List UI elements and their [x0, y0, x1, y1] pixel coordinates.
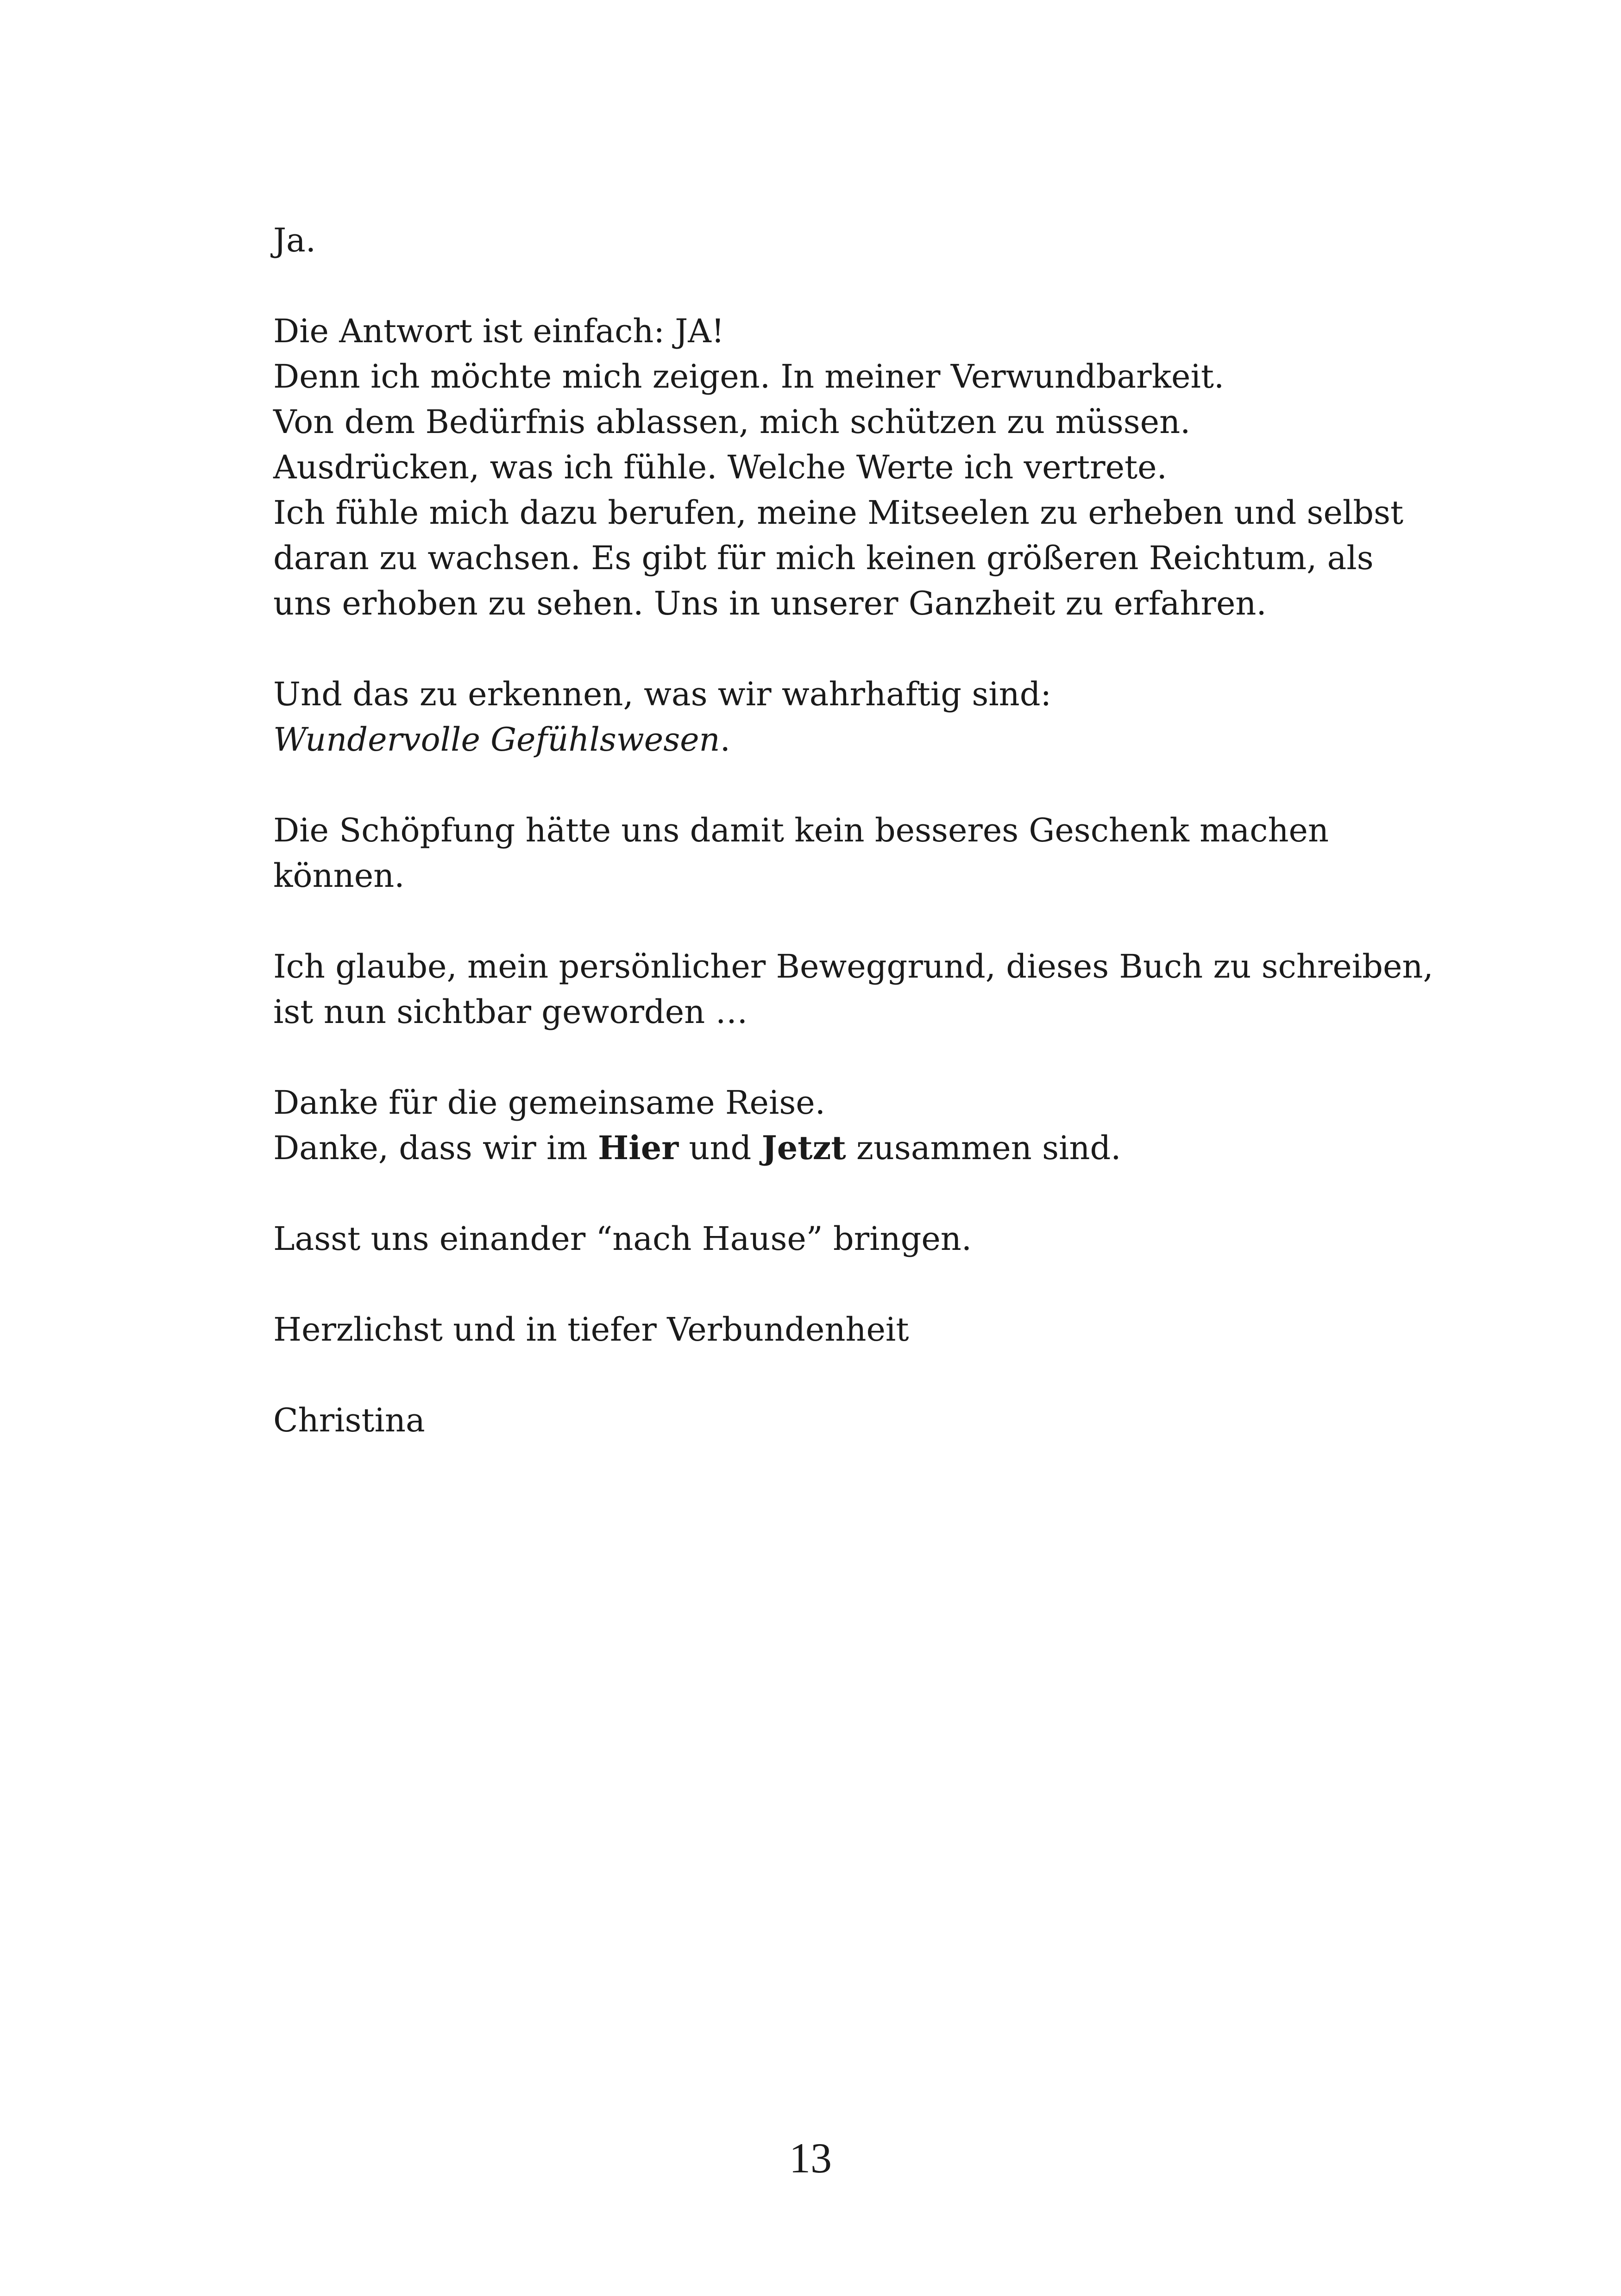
- text-line: [273, 1125, 1431, 1171]
- text-line: [273, 717, 1431, 762]
- text-line: daran zu wachsen. Es gibt für mich keinen größeren Reichtum, als: [273, 539, 1374, 577]
- text-line: Die Antwort ist einfach: JA!: [273, 312, 724, 350]
- paragraph-recognize: [273, 671, 1431, 762]
- signature: [273, 1398, 1431, 1443]
- text-line: Von dem Bedürfnis ablassen, mich schützen zu müssen.: [273, 403, 1191, 441]
- body-text: [273, 218, 1431, 1488]
- signature-name: Christina: [273, 1401, 425, 1439]
- text-line: Ja.: [273, 221, 316, 259]
- bold-word-jetzt: Jetzt: [761, 1129, 846, 1167]
- text-line: Und das zu erkennen, was wir wahrhaftig sind:: [273, 675, 1052, 713]
- text-line: uns erhoben zu sehen. Uns in unserer Ganzheit zu erfahren.: [273, 584, 1267, 622]
- paragraph-motive: [273, 944, 1431, 1035]
- text-line: Ich glaube, mein persönlicher Beweggrund, dieses Buch zu schreiben,: [273, 947, 1433, 985]
- text-line: Herzlichst und in tiefer Verbundenheit: [273, 1311, 909, 1349]
- italic-phrase: Wundervolle Gefühlswesen: [273, 721, 720, 759]
- paragraph-home: [273, 1216, 1431, 1261]
- text-line: Danke für die gemeinsame Reise.: [273, 1084, 825, 1122]
- paragraph-answer: [273, 308, 1431, 626]
- text-fragment: und: [679, 1129, 762, 1167]
- page-number: 13: [789, 2134, 832, 2182]
- text-line: Denn ich möchte mich zeigen. In meiner Verwundbarkeit.: [273, 358, 1225, 395]
- text-line: Ausdrücken, was ich fühle. Welche Werte ich vertrete.: [273, 448, 1167, 486]
- text-fragment: Danke, dass wir im: [273, 1129, 598, 1167]
- bold-word-hier: Hier: [597, 1129, 679, 1167]
- text-line: Lasst uns einander “nach Hause” bringen.: [273, 1220, 972, 1258]
- text-line: ist nun sichtbar geworden …: [273, 993, 748, 1031]
- text-fragment: zusammen sind.: [846, 1129, 1121, 1167]
- text-line: Ich fühle mich dazu berufen, meine Mitseelen zu erheben und selbst: [273, 494, 1404, 532]
- text-line: Die Schöpfung hätte uns damit kein besseres Geschenk machen: [273, 811, 1329, 849]
- paragraph-closing: [273, 1307, 1431, 1352]
- punctuation: .: [720, 721, 730, 759]
- paragraph-creation: [273, 808, 1431, 898]
- text-line: können.: [273, 857, 405, 895]
- paragraph-ja: [273, 218, 1431, 263]
- paragraph-thanks: [273, 1080, 1431, 1171]
